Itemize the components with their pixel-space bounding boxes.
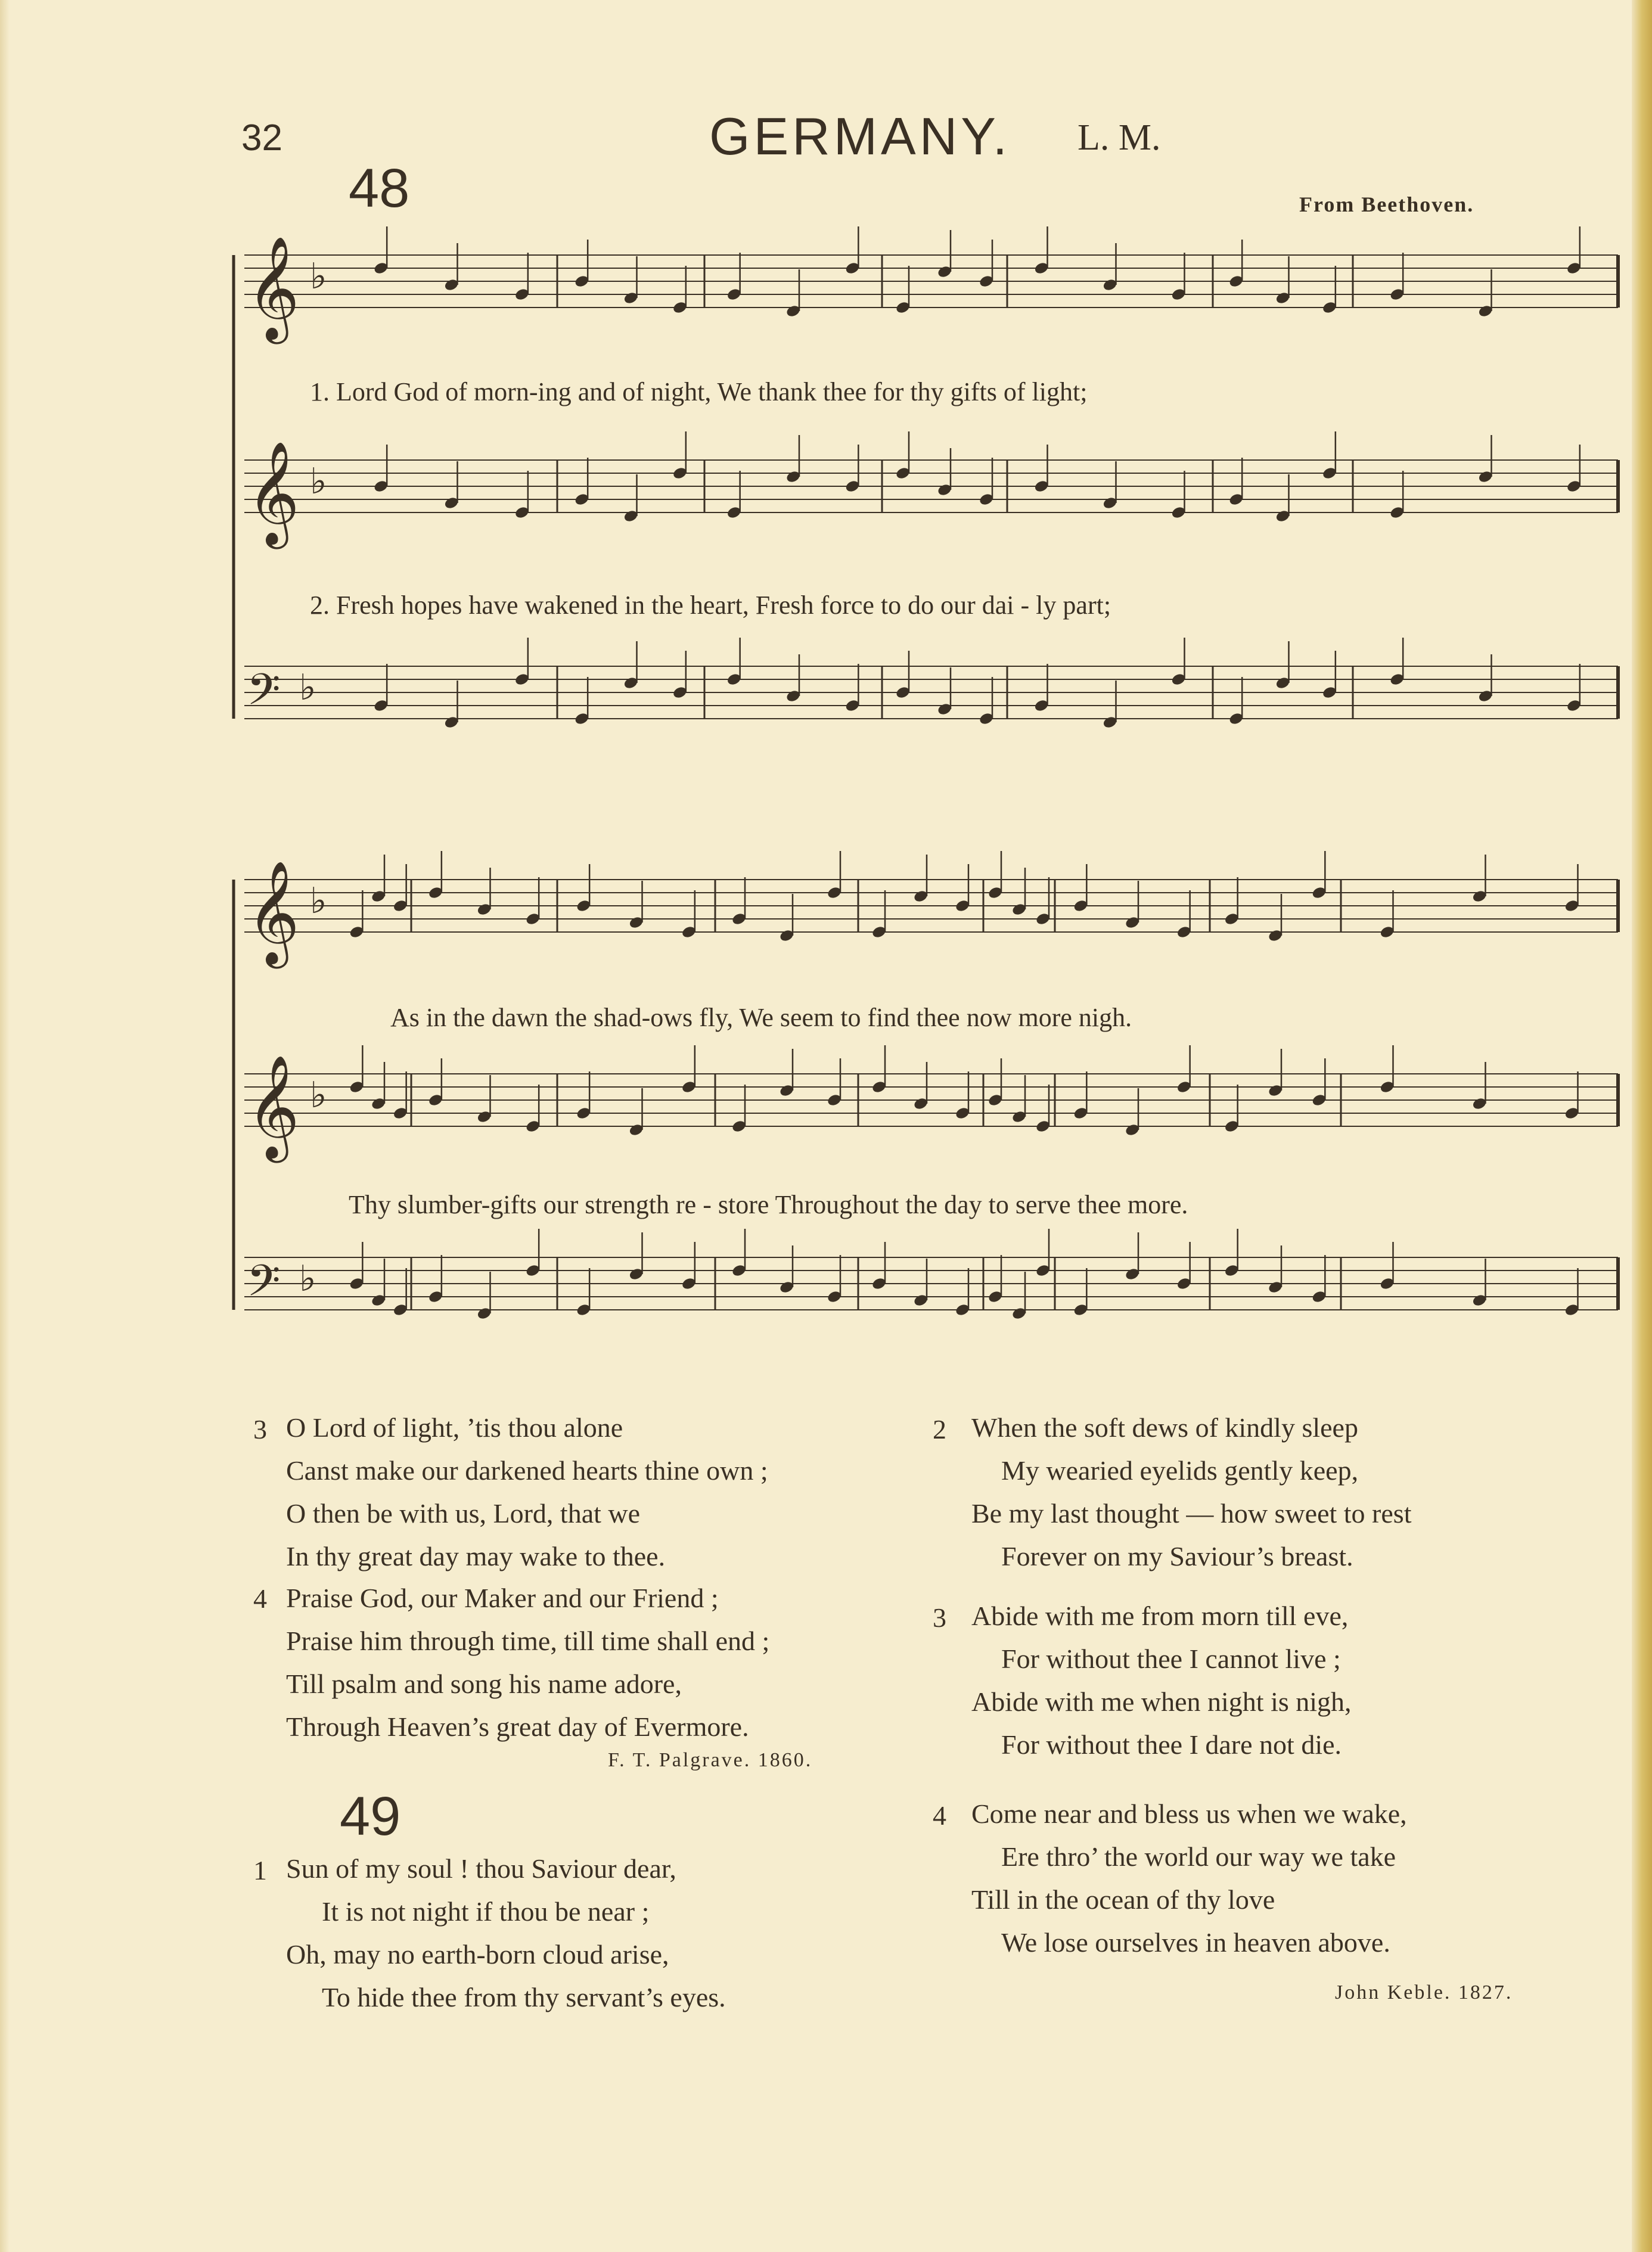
verse-line: Canst make our darkened hearts thine own ; [286,1455,768,1486]
verse-line: For without thee I dare not die. [1001,1729,1342,1760]
treble-clef-icon: 𝄞 [247,1055,300,1158]
verse-number: 3 [933,1602,946,1633]
bass-clef-icon: 𝄢 [247,1255,281,1316]
verse-line: My wearied eyelids gently keep, [1001,1455,1359,1486]
meter: L. M. [1077,117,1161,158]
flat-sign-icon: ♭ [299,1258,316,1300]
verse-line: O then be with us, Lord, that we [286,1498,641,1529]
hymn-number-48: 48 [349,158,410,219]
verse-line: Abide with me from morn till eve, [971,1601,1349,1631]
lyric-line-4: Thy slumber-gifts our strength re - store Throughout the day to serve thee more. [349,1190,1188,1219]
verse-number: 1 [253,1855,267,1886]
verse-number: 4 [253,1583,267,1614]
verse-line: Abide with me when night is nigh, [971,1686,1352,1717]
verse-line: Be my last thought — how sweet to rest [971,1498,1412,1529]
verse-line: In thy great day may wake to thee. [286,1541,666,1571]
treble-clef-icon: 𝄞 [247,236,300,340]
verse-49-2 [971,1406,1411,1578]
hymn-title: GERMANY. [709,107,1011,166]
flat-sign-icon: ♭ [310,256,327,297]
treble-clef-icon: 𝄞 [247,441,300,545]
flat-sign-icon: ♭ [310,461,327,502]
verse-49-1 [286,1847,726,2019]
lyric-line-2: 2. Fresh hopes have wakened in the heart, Fresh force to do our dai - ly part; [310,591,1111,620]
verse-line: Till psalm and song his name adore, [286,1669,682,1699]
verse-number: 3 [253,1414,267,1445]
verse-48-3 [286,1406,768,1578]
author-credit-49: John Keble. 1827. [1335,1981,1513,2003]
verse-line: For without thee I cannot live ; [1001,1644,1341,1674]
verse-line: Oh, may no earth-born cloud arise, [286,1939,669,1970]
verse-number: 4 [933,1800,946,1831]
verse-line: We lose ourselves in heaven above. [1001,1927,1390,1958]
bass-clef-icon: 𝄢 [247,664,281,725]
author-credit-48: F. T. Palgrave. 1860. [608,1749,813,1771]
verse-number: 2 [933,1414,946,1445]
flat-sign-icon: ♭ [310,880,327,922]
verse-line: O Lord of light, ’tis thou alone [286,1412,623,1443]
verse-line: Forever on my Saviour’s breast. [1001,1541,1353,1571]
page-number: 32 [241,117,282,159]
verse-line: To hide thee from thy servant’s eyes. [322,1982,726,2012]
verse-line: Praise him through time, till time shall end ; [286,1626,770,1656]
hymn-number-49: 49 [340,1786,401,1847]
verse-49-3 [971,1595,1352,1766]
verse-line: Praise God, our Maker and our Friend ; [286,1583,719,1613]
verse-line: Through Heaven’s great day of Evermore. [286,1711,749,1742]
verse-line: Come near and bless us when we wake, [971,1799,1407,1829]
verse-line: Till in the ocean of thy love [971,1884,1275,1915]
flat-sign-icon: ♭ [310,1074,327,1116]
lyric-line-3: As in the dawn the shad-ows fly, We seem to find thee now more nigh. [390,1003,1132,1032]
verse-49-4 [971,1793,1407,1964]
verse-48-4 [286,1577,769,1748]
verse-line: Sun of my soul ! thou Saviour dear, [286,1853,676,1884]
verse-line: When the soft dews of kindly sleep [971,1412,1358,1443]
flat-sign-icon: ♭ [299,667,316,709]
lyric-line-1: 1. Lord God of morn-ing and of night, We thank thee for thy gifts of light; [310,377,1088,406]
treble-clef-icon: 𝄞 [247,861,300,964]
verse-line: It is not night if thou be near ; [322,1896,650,1927]
verse-line: Ere thro’ the world our way we take [1001,1841,1396,1872]
composer-attribution: From Beethoven. [1299,192,1474,216]
